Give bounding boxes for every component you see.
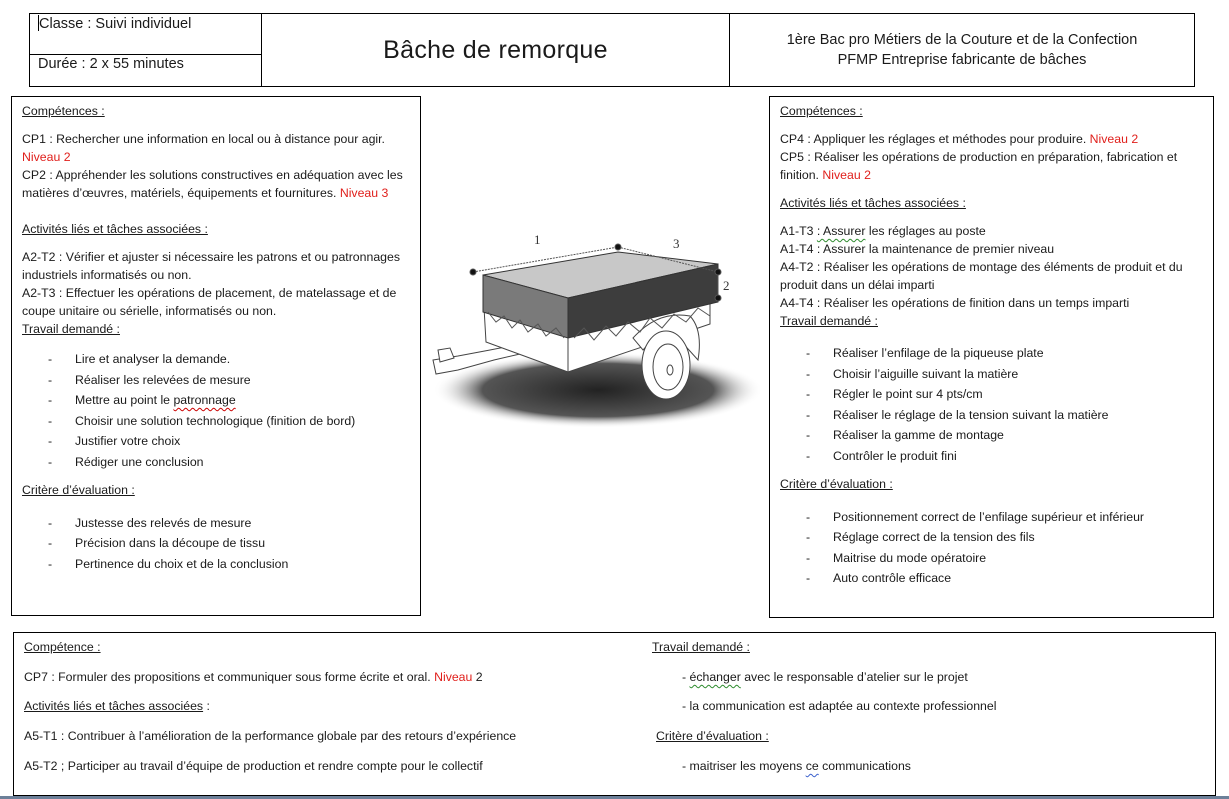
- work-item: [780, 364, 1203, 385]
- cp2-text: CP2 : Appréhender les solutions constructives en adéquation avec les matières d’œuvres, matériels, équipements et fournitures.: [22, 168, 403, 200]
- work-item-text: avec le responsable d’atelier sur le projet: [740, 670, 968, 684]
- work-item-text: Réaliser le réglage de la tension suivant la matière: [833, 407, 1109, 422]
- work-item: [22, 390, 410, 411]
- cp7-text: CP7 : Formuler des propositions et communiquer sous forme écrite et oral.: [24, 670, 431, 684]
- criteria-item: [22, 513, 410, 534]
- criteria-item-text: communications: [818, 759, 911, 773]
- cp7-level-word: Niveau: [434, 670, 473, 684]
- activity-item: [780, 222, 1203, 240]
- work-item-text: Réaliser la gamme de montage: [833, 428, 1004, 443]
- work-item-prefix: -: [682, 670, 690, 684]
- work-item: - la communication est adaptée au contexte professionnel: [682, 699, 997, 713]
- criteria-list: [22, 513, 410, 575]
- dash-bullet: -: [806, 346, 811, 360]
- work-item: [682, 668, 968, 686]
- criteria-item-text: Auto contrôle efficace: [833, 571, 952, 586]
- work-item: [780, 405, 1203, 426]
- header-table: [29, 13, 1195, 87]
- spellcheck-flagged-word[interactable]: patronnage: [173, 393, 236, 408]
- class-cell[interactable]: [30, 14, 261, 55]
- competence-cp4: [780, 130, 1203, 148]
- activity-text: les réglages au poste: [865, 224, 986, 238]
- work-item: [780, 425, 1203, 446]
- work-item: [780, 384, 1203, 405]
- work-heading: Travail demandé :: [22, 322, 120, 336]
- dash-bullet: -: [806, 448, 811, 463]
- dash-bullet: -: [806, 387, 811, 402]
- dimension-label-3: 3: [673, 236, 680, 251]
- criteria-item: [780, 568, 1203, 589]
- activity-item: A2-T3 : Effectuer les opérations de placement, de matelassage et de coupe unitaire ou sérielle, informatisés ou non.: [22, 286, 397, 318]
- dash-bullet: -: [48, 515, 53, 530]
- cp1-level: Niveau 2: [22, 150, 71, 164]
- program-line-2: PFMP Entreprise fabricante de bâches: [837, 52, 1087, 68]
- work-item: [780, 446, 1203, 467]
- grammar-flagged-text[interactable]: : Assurer: [816, 224, 866, 238]
- dimension-label-2: 2: [723, 278, 730, 293]
- cp2-level: Niveau 3: [339, 186, 389, 200]
- dash-bullet: -: [48, 372, 53, 387]
- work-heading: Travail demandé :: [780, 314, 878, 328]
- criteria-item-text: Positionnement correct de l’enfilage supérieur et inférieur: [833, 509, 1145, 524]
- heading-colon: :: [203, 699, 210, 713]
- competences-heading: Compétences :: [22, 104, 105, 118]
- dash-bullet: -: [48, 413, 53, 428]
- competences-heading: Compétences :: [780, 104, 863, 118]
- activity-item: A4-T4 : Réaliser les opérations de finition dans un temps imparti: [780, 296, 1130, 310]
- cp4-level: Niveau 2: [1089, 132, 1139, 146]
- title-cell: [262, 14, 730, 86]
- header-left-cell: [30, 14, 262, 86]
- criteria-item: [780, 507, 1203, 528]
- activities-heading: Activités liés et tâches associées :: [780, 196, 966, 210]
- work-heading: Travail demandé :: [652, 640, 750, 654]
- dimension-point: [470, 269, 476, 275]
- criteria-item-text: Pertinence du choix et de la conclusion: [75, 556, 289, 571]
- dash-bullet: -: [806, 366, 811, 381]
- work-item-text: Justifier votre choix: [75, 434, 181, 449]
- criteria-item-text: Justesse des relevés de mesure: [75, 515, 252, 530]
- dash-bullet: -: [48, 393, 53, 408]
- program-line-1: 1ère Bac pro Métiers de la Couture et de la Confection: [786, 32, 1138, 48]
- dash-bullet: -: [48, 556, 53, 571]
- class-label: Classe : Suivi individuel: [39, 16, 192, 32]
- cp5-level: Niveau 2: [822, 168, 871, 182]
- dash-bullet: -: [806, 571, 811, 586]
- grammar-flagged-word[interactable]: échanger: [689, 670, 741, 684]
- work-item-text: Rédiger une conclusion: [75, 454, 204, 469]
- dash-bullet: -: [48, 434, 53, 449]
- activity-code: A1-T3: [780, 224, 817, 238]
- bottom-panel: [13, 632, 1216, 796]
- dash-bullet: -: [806, 550, 811, 565]
- spellcheck-flagged-word[interactable]: ce: [805, 759, 819, 773]
- criteria-item-text: - maitriser les moyens: [682, 759, 806, 773]
- criteria-item: [780, 548, 1203, 569]
- work-item: [22, 431, 410, 452]
- cp1-text: CP1 : Rechercher une information en local ou à distance pour agir.: [22, 132, 385, 146]
- activity-item: A5-T2 ; Participer au travail d’équipe de production et rendre compte pour le collectif: [24, 759, 483, 773]
- dimension-point: [615, 244, 621, 250]
- duration-label: Durée : 2 x 55 minutes: [38, 56, 184, 72]
- dash-bullet: -: [806, 407, 811, 422]
- dash-bullet: -: [806, 509, 811, 524]
- dimension-label-1: 1: [534, 232, 541, 247]
- dash-bullet: -: [806, 530, 811, 545]
- work-item-text: Choisir une solution technologique (finition de bord): [75, 413, 356, 428]
- dash-bullet: -: [48, 454, 53, 469]
- criteria-heading: Critère d’évaluation :: [656, 729, 769, 743]
- left-panel: [11, 96, 421, 616]
- activities-heading: Activités liés et tâches associées :: [22, 222, 208, 236]
- dimension-point: [715, 295, 721, 301]
- work-item-text: Choisir l’aiguille suivant la matière: [833, 366, 1019, 381]
- work-item-text: Mettre au point le: [75, 393, 171, 408]
- criteria-item: [780, 527, 1203, 548]
- criteria-item-text: Maitrise du mode opératoire: [833, 550, 987, 565]
- competence-cp2: [22, 166, 410, 202]
- work-item: [22, 411, 410, 432]
- competence-cp1: [22, 130, 410, 166]
- activity-item: A2-T2 : Vérifier et ajuster si nécessaire les patrons et ou patronnages industriels informatisés ou non.: [22, 250, 400, 282]
- criteria-list: [780, 507, 1203, 589]
- competence-cp7: [24, 668, 483, 686]
- cp5-text: CP5 : Réaliser les opérations de production en préparation, fabrication et finition.: [780, 150, 1178, 182]
- duration-cell: [30, 55, 261, 87]
- criteria-item: [22, 533, 410, 554]
- activities-heading-row: [24, 697, 210, 715]
- criteria-heading: Critère d’évaluation :: [780, 476, 893, 491]
- work-item: [780, 343, 1203, 364]
- criteria-item-text: Réglage correct de la tension des fils: [833, 530, 1035, 545]
- criteria-heading: Critère d’évaluation :: [22, 482, 135, 497]
- criteria-item: [22, 554, 410, 575]
- trailer-illustration: [428, 220, 764, 432]
- work-item-text: Contrôler le produit fini: [833, 448, 957, 463]
- criteria-item-text: Précision dans la découpe de tissu: [75, 536, 266, 551]
- work-item-text: Réaliser les relevées de mesure: [75, 372, 251, 387]
- work-item-text: Lire et analyser la demande.: [75, 352, 231, 366]
- criteria-item: [682, 757, 911, 775]
- dimension-point: [715, 269, 721, 275]
- competence-heading: Compétence :: [24, 640, 101, 654]
- cp4-text: CP4 : Appliquer les réglages et méthodes pour produire.: [780, 132, 1087, 146]
- dash-bullet: -: [806, 428, 811, 443]
- activities-heading: Activités liés et tâches associées: [24, 699, 204, 713]
- work-item-text: Régler le point sur 4 pts/cm: [833, 387, 983, 402]
- work-item: [22, 452, 410, 473]
- activity-item: A1-T4 : Assurer la maintenance de premier niveau: [780, 242, 1055, 256]
- work-item: [22, 370, 410, 391]
- cp7-level-number: 2: [475, 670, 483, 684]
- work-list: [22, 349, 410, 473]
- work-item: [22, 349, 410, 370]
- work-item-text: Réaliser l’enfilage de la piqueuse plate: [833, 346, 1044, 360]
- right-panel: [769, 96, 1214, 618]
- document-title: Bâche de remorque: [383, 35, 608, 64]
- program-cell: [730, 14, 1194, 86]
- dash-bullet: -: [48, 536, 53, 551]
- activity-item: A4-T2 : Réaliser les opérations de montage des éléments de produit et du produit dans un délai imparti: [780, 260, 1183, 292]
- competence-cp5: [780, 148, 1203, 184]
- activity-item: A5-T1 : Contribuer à l’amélioration de la performance globale par des retours d’expérience: [24, 729, 517, 743]
- work-list: [780, 343, 1203, 467]
- dash-bullet: -: [48, 352, 53, 366]
- trailer-image: [428, 220, 764, 432]
